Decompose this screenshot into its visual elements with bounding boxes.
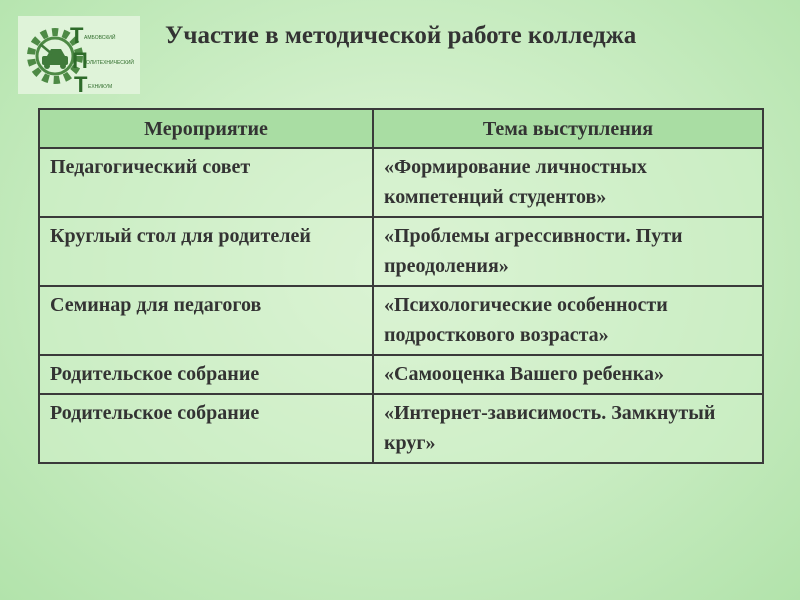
college-logo bbox=[18, 16, 140, 94]
events-table bbox=[38, 108, 764, 464]
topic-cell: «Интернет-зависимость. Замкнутый круг» bbox=[373, 394, 763, 463]
header-event: Мероприятие bbox=[39, 109, 373, 148]
gear-logo-icon bbox=[18, 16, 140, 94]
event-cell: Семинар для педагогов bbox=[39, 286, 373, 355]
page-title: Участие в методической работе колледжа bbox=[165, 22, 637, 49]
topic-cell: «Самооценка Вашего ребенка» bbox=[373, 355, 763, 394]
logo-word-1: АМБОВСКИЙ bbox=[84, 35, 116, 41]
topic-cell: «Психологические особенности подросткового возраста» bbox=[373, 286, 763, 355]
topic-cell: «Формирование личностных компетенций студентов» bbox=[373, 148, 763, 217]
logo-letter-2: П bbox=[72, 48, 88, 73]
event-cell: Родительское собрание bbox=[39, 355, 373, 394]
event-cell: Круглый стол для родителей bbox=[39, 217, 373, 286]
logo-letter-1: Т bbox=[70, 23, 84, 48]
topic-cell: «Проблемы агрессивности. Пути преодоления» bbox=[373, 217, 763, 286]
table-row bbox=[39, 355, 763, 394]
table-row bbox=[39, 286, 763, 355]
table-row bbox=[39, 394, 763, 463]
table-row bbox=[39, 217, 763, 286]
event-cell: Родительское собрание bbox=[39, 394, 373, 463]
event-cell: Педагогический совет bbox=[39, 148, 373, 217]
logo-word-3: ЕХНИКУМ bbox=[88, 84, 113, 90]
logo-letter-3: Т bbox=[74, 72, 88, 94]
table-header-row bbox=[39, 109, 763, 148]
logo-word-2: ОЛИТЕХНИЧЕСКИЙ bbox=[86, 60, 135, 66]
table-row bbox=[39, 148, 763, 217]
header-topic: Тема выступления bbox=[373, 109, 763, 148]
